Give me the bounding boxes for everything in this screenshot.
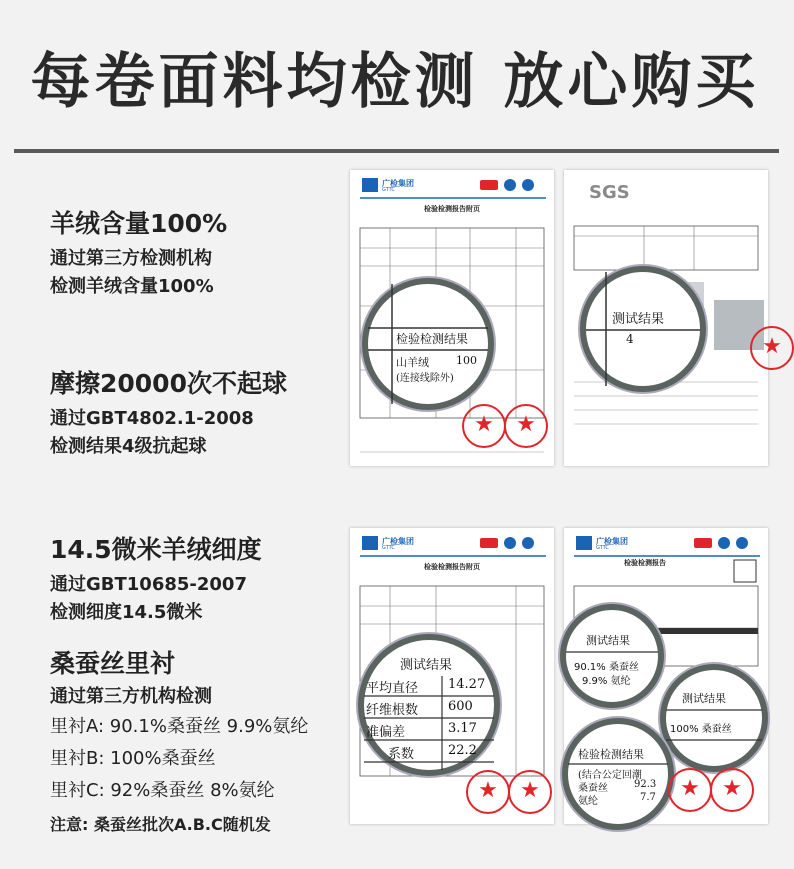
- magnifier-result-a: [560, 604, 664, 708]
- lens-value: 92.3: [634, 779, 657, 790]
- report-title: 检验检测报告附页: [424, 563, 480, 571]
- lens-label: 桑蚕丝: [578, 783, 608, 794]
- lens-label: 山羊绒: [396, 356, 429, 369]
- section-heading-fineness: 14.5微米羊绒细度: [50, 535, 262, 564]
- lens-heading: 检验检测结果: [578, 748, 644, 761]
- lens-label: 系数: [388, 747, 415, 762]
- red-stamp-icon: ★: [466, 770, 510, 814]
- gttc-logo-text: 广检集团: [382, 537, 414, 546]
- section-line: 检测结果4级抗起球: [50, 436, 207, 457]
- section-line: 检测细度14.5微米: [50, 602, 203, 623]
- lens-value: 3.17: [448, 721, 477, 736]
- lens-value: 7.7: [640, 792, 656, 803]
- report-doc-pilling: [564, 170, 782, 466]
- red-stamp-icon: ★: [462, 404, 506, 448]
- red-stamp-icon: ★: [508, 770, 552, 814]
- lens-label: 氨纶: [578, 796, 598, 807]
- lens-heading: 检验检测结果: [396, 332, 469, 346]
- lens-heading: 测试结果: [682, 692, 726, 705]
- red-stamp-icon: ★: [710, 768, 754, 812]
- batch-note: 注意: 桑蚕丝批次A.B.C随机发: [50, 815, 271, 834]
- report-title: 检验检测报告附页: [424, 205, 480, 213]
- lens-value: 100% 桑蚕丝: [670, 724, 732, 735]
- lens-label: 纤维根数: [366, 703, 419, 718]
- lens-label: (结合公定回潮: [578, 770, 642, 781]
- report-doc-fineness: [350, 528, 554, 824]
- lens-heading: 测试结果: [612, 312, 665, 327]
- section-line: 通过GBT4802.1-2008: [50, 408, 254, 429]
- lens-label: 平均直径: [366, 681, 419, 696]
- lens-value: 22.2: [448, 743, 477, 758]
- report-title: 检验检测报告: [624, 559, 666, 567]
- page-title: 每卷面料均检测 放心购买: [30, 47, 760, 117]
- lens-value: 9.9% 氨纶: [582, 676, 631, 687]
- section-line: 通过第三方检测机构: [50, 248, 212, 269]
- gttc-logo-sub: GTTC: [596, 545, 609, 551]
- section-line: 检测羊绒含量100%: [50, 276, 214, 297]
- magnifier-result: [580, 266, 706, 392]
- section-line: 通过GBT10685-2007: [50, 574, 247, 595]
- section-line: 通过第三方机构检测: [50, 686, 212, 707]
- lens-heading: 测试结果: [586, 634, 630, 647]
- lens-value: 14.27: [448, 677, 486, 692]
- lining-b: 里衬B: 100%桑蚕丝: [50, 748, 216, 769]
- magnifier-result-b: [660, 664, 768, 772]
- lens-label: (连接线除外): [396, 373, 454, 384]
- divider: [14, 149, 779, 153]
- lens-value: 100: [456, 354, 477, 367]
- magnifier-result-c: [562, 718, 674, 830]
- section-heading-silk-lining: 桑蚕丝里衬: [50, 649, 176, 678]
- gttc-logo-sub: GTTC: [382, 187, 395, 193]
- gttc-logo-sub: GTTC: [382, 545, 395, 551]
- section-heading-pilling: 摩擦20000次不起球: [50, 369, 287, 398]
- lens-value: 4: [626, 332, 634, 346]
- red-stamp-icon: ★: [750, 326, 794, 370]
- report-doc-cashmere: [350, 170, 554, 466]
- magnifier-result: [362, 278, 494, 410]
- gttc-logo-text: 广检集团: [596, 537, 628, 546]
- red-stamp-icon: ★: [668, 768, 712, 812]
- magnifier-result: [358, 634, 500, 776]
- red-stamp-icon: ★: [504, 404, 548, 448]
- sgs-logo-text: SGS: [589, 182, 630, 203]
- report-doc-silk: [564, 528, 768, 824]
- lining-c: 里衬C: 92%桑蚕丝 8%氨纶: [50, 780, 275, 801]
- lens-value: 90.1% 桑蚕丝: [574, 662, 639, 673]
- lens-heading: 测试结果: [400, 658, 453, 673]
- lining-a: 里衬A: 90.1%桑蚕丝 9.9%氨纶: [50, 716, 309, 737]
- lens-value: 600: [448, 699, 473, 714]
- section-heading-cashmere: 羊绒含量100%: [50, 209, 228, 238]
- lens-label: 准偏差: [366, 725, 406, 740]
- gttc-logo-text: 广检集团: [382, 179, 414, 188]
